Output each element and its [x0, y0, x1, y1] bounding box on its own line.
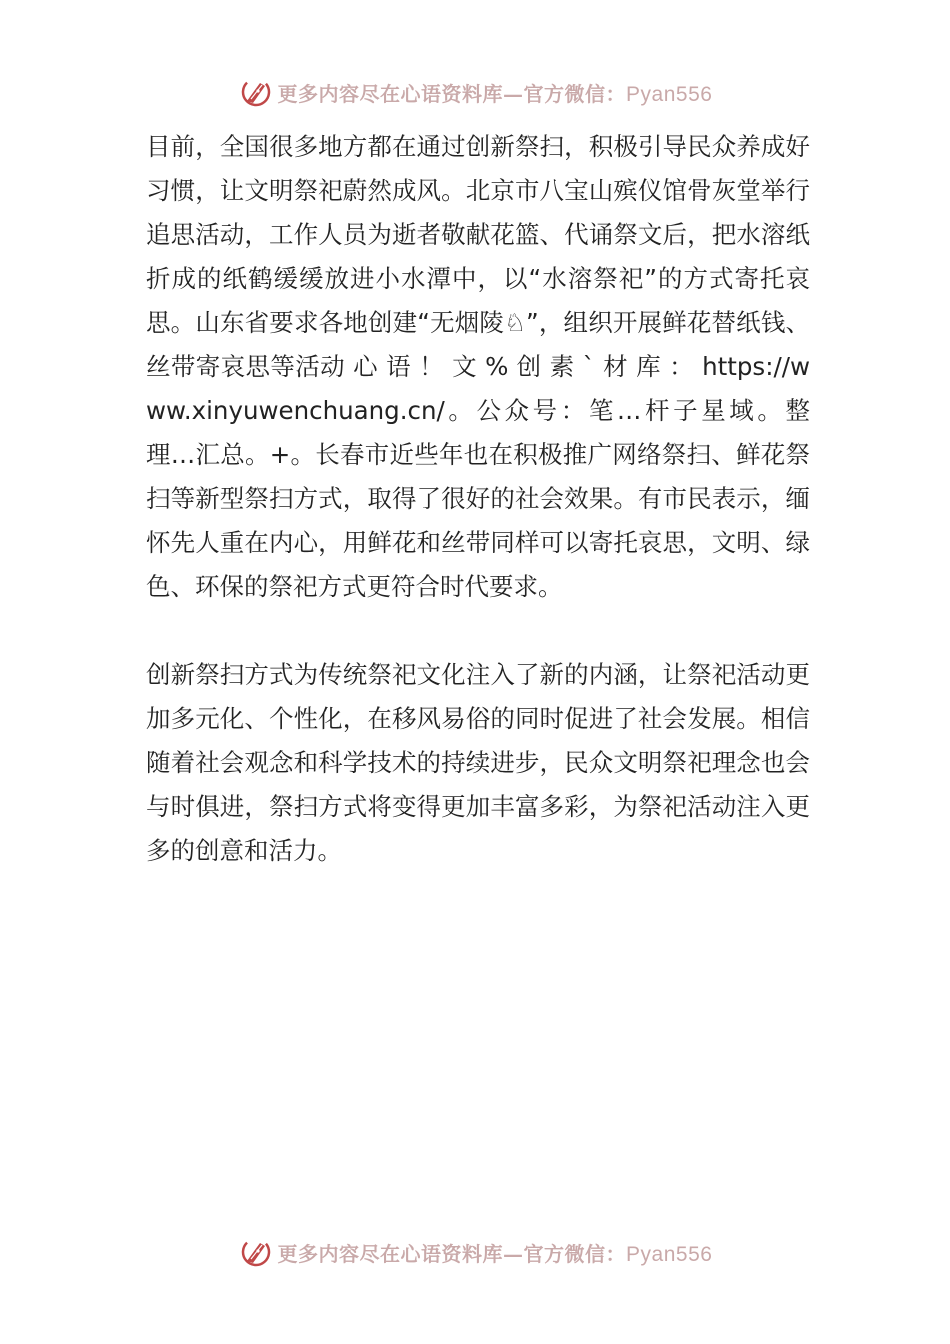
- pen-nib-logo-icon: [238, 74, 274, 110]
- footer-banner: [0, 1232, 950, 1272]
- article-body: [146, 125, 810, 873]
- header-slogan: 更多内容尽在心语资料库—官方微信：: [277, 81, 627, 106]
- header-banner: [0, 72, 950, 112]
- paragraph-2: 创新祭扫方式为传统祭祀文化注入了新的内涵，让祭祀活动更加多元化、个性化，在移风易俗的同时促进了社会发展。相信随着社会观念和科学技术的持续进步，民众文明祭祀理念也会与时俱进，祭扫方式将变得更加丰富多彩，为祭祀活动注入更多的创意和活力。: [146, 660, 810, 865]
- pen-nib-logo-icon: [238, 1234, 274, 1270]
- footer-slogan: 更多内容尽在心语资料库—官方微信：: [277, 1241, 627, 1266]
- paragraph-1: 目前，全国很多地方都在通过创新祭扫，积极引导民众养成好习惯，让文明祭祀蔚然成风。北京市八宝山殡仪馆骨灰堂举行追思活动，工作人员为逝者敬献花篮、代诵祭文后，把水溶纸折成的纸鹤缓缓放进小水潭中，以“水溶祭祀”的方式寄托哀思。山东省要求各地创建“无烟陵♘”，组织开展鲜花替纸钱、丝带寄哀思等活动 心 语 ！ 文 % 创 素 ` 材 库 ： https://www.xinyuwenchuang.cn/。公众号：笔…杆子星域。整理…汇总。+。长春市近些年也在积极推广网络祭扫、鲜花祭扫等新型祭扫方式，取得了很好的社会效果。有市民表示，缅怀先人重在内心，用鲜花和丝带同样可以寄托哀思，文明、绿色、环保的祭祀方式更符合时代要求。: [146, 132, 810, 601]
- footer-wechat-id: Pyan556: [626, 1242, 713, 1266]
- header-wechat-id: Pyan556: [626, 82, 713, 106]
- footer-banner-text: [278, 1238, 713, 1267]
- header-banner-text: [278, 78, 713, 107]
